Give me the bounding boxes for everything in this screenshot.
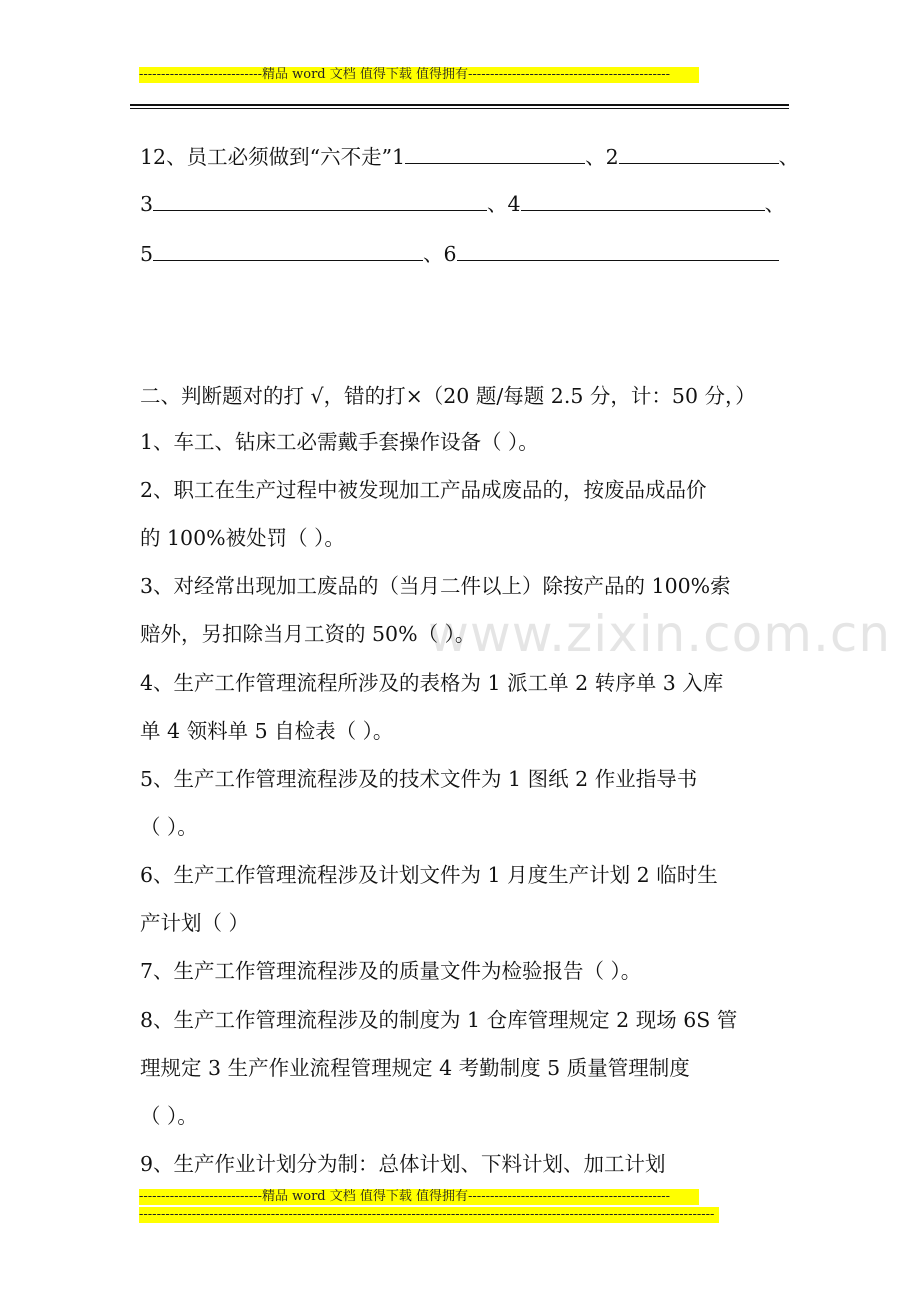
judge-line: （ ）。 (140, 1104, 198, 1128)
section2-heading: 二、判断题对的打 √，错的打×（20 题/每题 2.5 分，计：50 分，） (140, 384, 756, 408)
q12-line-2 (140, 188, 790, 218)
q12-blank-4 (521, 188, 765, 211)
q12-blank-1 (405, 141, 585, 164)
watermark: www.zixin.com.cn (428, 605, 892, 663)
q12-blank-6 (457, 238, 779, 261)
q12-line-1 (140, 141, 800, 171)
judge-line: 2、职工在生产过程中被发现加工产品成废品的，按废品成品价 (140, 478, 707, 502)
q12-blank-2 (619, 141, 779, 164)
judge-line: 3、对经常出现加工废品的（当月二件以上）除按产品的 100%索 (140, 574, 731, 598)
judge-line: 5、生产工作管理流程涉及的技术文件为 1 图纸 2 作业指导书 (140, 767, 698, 791)
judge-line: 1、车工、钻床工必需戴手套操作设备（ ）。 (140, 430, 539, 454)
q12-line-3 (140, 238, 790, 268)
judge-line: 6、生产工作管理流程涉及计划文件为 1 月度生产计划 2 临时生 (140, 863, 718, 887)
q12-blank-3 (153, 188, 487, 211)
q12-line3-prefix: 5 (140, 242, 154, 266)
footer-dash-banner: ----------------------------------------------------------------------------------------------------------------------------------- (139, 1207, 719, 1223)
judge-line: 的 100%被处罚（ ）。 (140, 526, 345, 550)
judge-line: 单 4 领料单 5 自检表（ ）。 (140, 719, 394, 743)
header-banner: ----------------------------精品 word 文档 值得下载 值得拥有---------------------------------------------- (139, 67, 699, 83)
q12-blank-5 (153, 238, 423, 261)
judge-line: 7、生产工作管理流程涉及的质量文件为检验报告（ ）。 (140, 959, 642, 983)
judge-line: 9、生产作业计划分为制：总体计划、下料计划、加工计划 (140, 1152, 666, 1176)
q12-sep-a: 、2 (585, 145, 619, 169)
q12-sep-c: 、6 (423, 242, 457, 266)
footer-banner: ----------------------------精品 word 文档 值得下载 值得拥有---------------------------------------------- (139, 1189, 699, 1205)
judge-line: 赔外，另扣除当月工资的 50%（ ）。 (140, 622, 476, 646)
judge-line: 4、生产工作管理流程所涉及的表格为 1 派工单 2 转序单 3 入库 (140, 671, 724, 695)
header-rule-thin (130, 108, 789, 109)
judge-line: （ ）。 (140, 815, 198, 839)
judge-line: 8、生产工作管理流程涉及的制度为 1 仓库管理规定 2 现场 6S 管 (140, 1008, 738, 1032)
judge-line: 产计划（ ） (140, 911, 250, 935)
q12-line2-end: 、 (764, 192, 786, 216)
q12-line1-end: 、 (778, 145, 800, 169)
judge-line: 理规定 3 生产作业流程管理规定 4 考勤制度 5 质量管理制度 (140, 1056, 690, 1080)
q12-line1-prefix: 12、员工必须做到“六不走”1 (140, 145, 406, 169)
q12-sep-b: 、4 (487, 192, 521, 216)
q12-line2-prefix: 3 (140, 192, 154, 216)
header-rule-thick (130, 104, 789, 106)
